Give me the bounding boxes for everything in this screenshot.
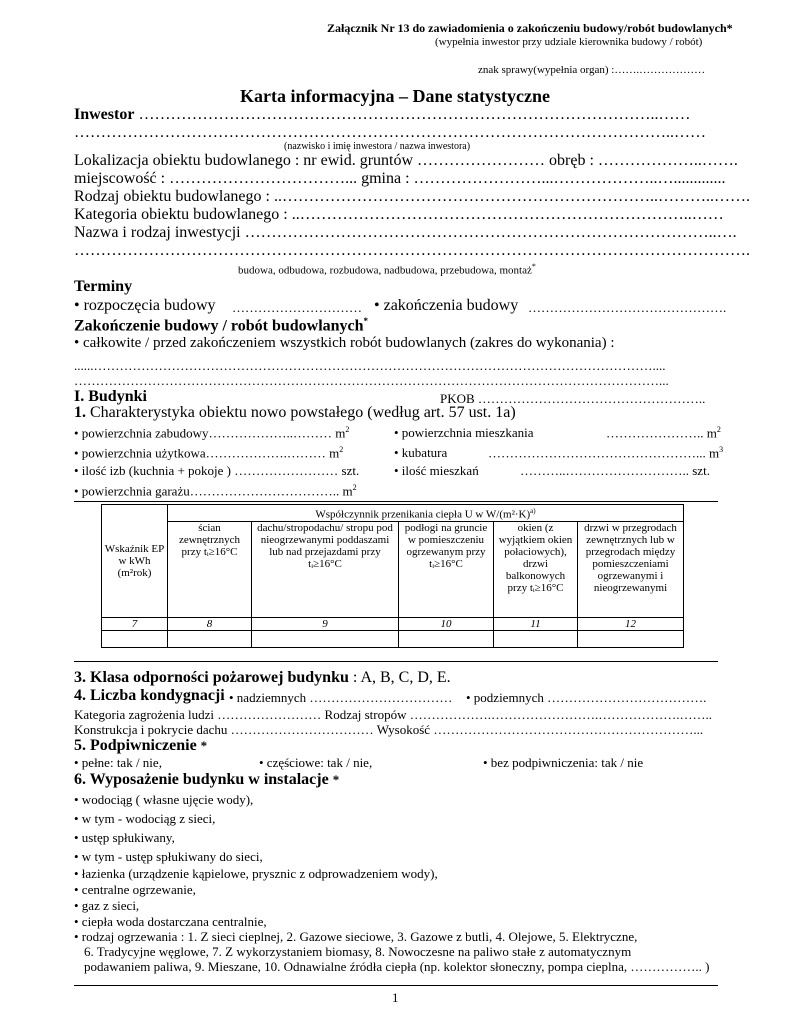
col-doors: drzwi w przegrodach zewnętrznych lub w przegrodach między pomieszczeniami ogrzewanymi i nieogrzewanymi xyxy=(578,521,684,617)
col-walls: ścian zewnętrznych przy tᵢ≥16°C xyxy=(168,521,252,617)
start-date-dots: ………………………… xyxy=(232,300,362,315)
completion-dots-1: ......………………………………………………………………………………………………………………….... xyxy=(74,358,666,373)
flats-count-dots: ………..……………………….. szt. xyxy=(520,463,710,478)
completion-heading: Zakończenie budowy / robót budowlanych* xyxy=(74,316,369,335)
page-number: 1 xyxy=(392,990,399,1005)
col-number: 12 xyxy=(578,617,684,630)
col-floor: podłogi na gruncie w pomieszczeniu ogrzewanym przy tᵢ≥16°C xyxy=(399,521,494,617)
installation-item: • gaz z sieci, xyxy=(74,898,140,913)
col-number: 9 xyxy=(252,617,399,630)
fire-class-line: 3. Klasa odporności pożarowej budynku : A, B, C, D, E. xyxy=(74,669,451,686)
investor-dots-2: …………………………………………………………………………………………………..…… xyxy=(74,124,706,141)
storeys-heading: 4. Liczba kondygnacji xyxy=(74,687,225,704)
u-coefficient-header: Współczynnik przenikania ciepła U w $W/(m^2\cdot K)^{a)}$ xyxy=(168,505,684,522)
garage-area: • powierzchnia garażu…………………………….. $m^2$ xyxy=(74,483,357,499)
pkob-field: PKOB …………………………………………….. xyxy=(440,391,706,406)
divider-top xyxy=(74,501,718,502)
area-usable: • powierzchnia użytkowa……………….……… $m^2$ xyxy=(74,445,344,461)
investor-label: Inwestor xyxy=(74,106,135,123)
installation-item: • centralne ogrzewanie, xyxy=(74,882,196,897)
end-date-dots: ………………………………………. xyxy=(528,300,727,315)
investor-caption: (nazwisko i imię inwestora / nazwa inwestora) xyxy=(284,141,471,152)
installation-item: • ciepła woda dostarczana centralnie, xyxy=(74,914,267,929)
flats-count-label: • ilość mieszkań xyxy=(394,463,479,478)
installation-item: • łazienka (urządzenie kąpielowe, prysznic z odprowadzeniem wody), xyxy=(74,866,438,881)
municipality-line: miejscowość : ……………………………... gmina : ……………………...………………..…............. xyxy=(74,170,726,187)
col-roof: dachu/stropodachu/ stropu pod nieogrzewanymi poddaszami lub nad przejazdami przy tᵢ≥16°C xyxy=(252,521,399,617)
investment-name-line: Nazwa i rodzaj inwestycji ……………………………………………………………………………..…. xyxy=(74,224,737,241)
installations-heading: 6. Wyposażenie budynku w instalacje * xyxy=(74,771,340,788)
basement-none: • bez podpiwniczenia: tak / nie xyxy=(483,755,644,770)
storeys-below: • podziemnych ………………………………. xyxy=(466,690,707,705)
rooms-count: • ilość izb (kuchnia + pokoje ) …………………… szt. xyxy=(74,463,360,478)
hazard-category-line: Kategoria zagrożenia ludzi …………………… Rodzaj stropów ……………….…………………….……………….…….. xyxy=(74,707,712,722)
area-built-up: • powierzchnia zabudowy………………..……… $m^2$ xyxy=(74,425,350,441)
page-title: Karta informacyjna – Dane statystyczne xyxy=(240,86,550,106)
object-type-line: Rodzaj obiektu budowlanego : ..……………………………………………………………..………..……. xyxy=(74,188,750,205)
col-number: 11 xyxy=(494,617,578,630)
footer-divider xyxy=(74,985,718,986)
investor-dots: ……………………………………………………………………………………..…… xyxy=(138,106,691,123)
object-category-line: Kategoria obiektu budowlanego : ..………………………………………………………………..…… xyxy=(74,206,724,223)
heating-type-cont-1: 6. Tradycyjne węglowe, 7. Z wykorzystaniem biomasy, 8. Nowoczesne na paliwo stałe z automatycznym xyxy=(84,944,632,959)
annex-title: Załącznik Nr 13 do zawiadomienia o zakończeniu budowy/robót budowlanych* xyxy=(327,21,733,35)
heating-type-cont-2: podawaniem paliwa, 9. Mieszane, 10. Odnawialne źródła ciepła (np. kolektor słoneczny, pompa cieplna, …………….. ) xyxy=(84,959,710,974)
energy-table xyxy=(101,504,684,648)
installation-item: • w tym - ustęp spłukiwany do sieci, xyxy=(74,849,263,864)
col-number: 7 xyxy=(102,617,168,630)
case-number-field: znak sprawy(wypełnia organ) :…….……………… xyxy=(478,64,706,76)
installation-item: • w tym - wodociąg z sieci, xyxy=(74,811,216,826)
annex-subtitle: (wypełnia inwestor przy udziale kierownika budowy / robót) xyxy=(435,36,703,48)
area-dwelling-dots: ………………….. $m^2$ xyxy=(606,425,721,441)
storeys-above: • nadziemnych …………………………… xyxy=(229,690,453,705)
walls-value-cell[interactable] xyxy=(168,630,252,647)
investment-dots-line: ………………………………………………………………………………………………………………. xyxy=(74,242,750,259)
divider-bottom xyxy=(74,661,718,662)
ep-value-cell[interactable] xyxy=(102,630,168,647)
start-date-label: • rozpoczęcia budowy xyxy=(74,297,216,314)
heating-type-line: • rodzaj ogrzewania : 1. Z sieci cieplnej, 2. Gazowe sieciowe, 3. Gazowe z butli, 4. Olejowe, 5. Elektryczne, xyxy=(74,929,638,944)
characteristics-heading: 1. Charakterystyka obiektu nowo powstałego (według art. 57 ust. 1a) xyxy=(74,404,516,421)
completion-dots-2: ………………………………………………………………………………………………………………………... xyxy=(74,373,669,388)
basement-full: • pełne: tak / nie, xyxy=(74,755,162,770)
terms-heading: Terminy xyxy=(74,278,133,295)
doors-value-cell[interactable] xyxy=(578,630,684,647)
investment-caption: budowa, odbudowa, rozbudowa, nadbudowa, przebudowa, montaż* xyxy=(238,262,536,277)
buildings-heading: I. Budynki xyxy=(74,388,147,405)
area-dwelling-label: • powierzchnia mieszkania xyxy=(394,425,534,440)
volume-dots: …………………………………………... $m^3$ xyxy=(488,445,724,461)
roof-value-cell[interactable] xyxy=(252,630,399,647)
location-line: Lokalizacja obiektu budowlanego : nr ewid. gruntów …………………… obręb : ………………..……. xyxy=(74,152,738,169)
roof-construction-line: Konstrukcja i pokrycie dachu …………………………… Wysokość ……………………………………………………... xyxy=(74,722,704,737)
col-number: 8 xyxy=(168,617,252,630)
investor-line xyxy=(74,106,690,124)
basement-heading: 5. Podpiwniczenie * xyxy=(74,737,208,754)
floor-value-cell[interactable] xyxy=(399,630,494,647)
installation-item: • ustęp spłukiwany, xyxy=(74,830,175,845)
col-windows: okien (z wyjątkiem okien połaciowych), drzwi balkonowych przy tᵢ≥16°C xyxy=(494,521,578,617)
windows-value-cell[interactable] xyxy=(494,630,578,647)
col-number: 10 xyxy=(399,617,494,630)
ep-indicator-header: Wskaźnik EP w kWh (m²rok) xyxy=(102,505,168,618)
installation-item: • wodociąg ( własne ujęcie wody), xyxy=(74,792,254,807)
end-date-label: • zakończenia budowy xyxy=(374,297,519,314)
volume-label: • kubatura xyxy=(394,445,448,460)
completion-line: • całkowite / przed zakończeniem wszystkich robót budowlanych (zakres do wykonania) : xyxy=(74,335,615,351)
basement-partial: • częściowe: tak / nie, xyxy=(259,755,373,770)
